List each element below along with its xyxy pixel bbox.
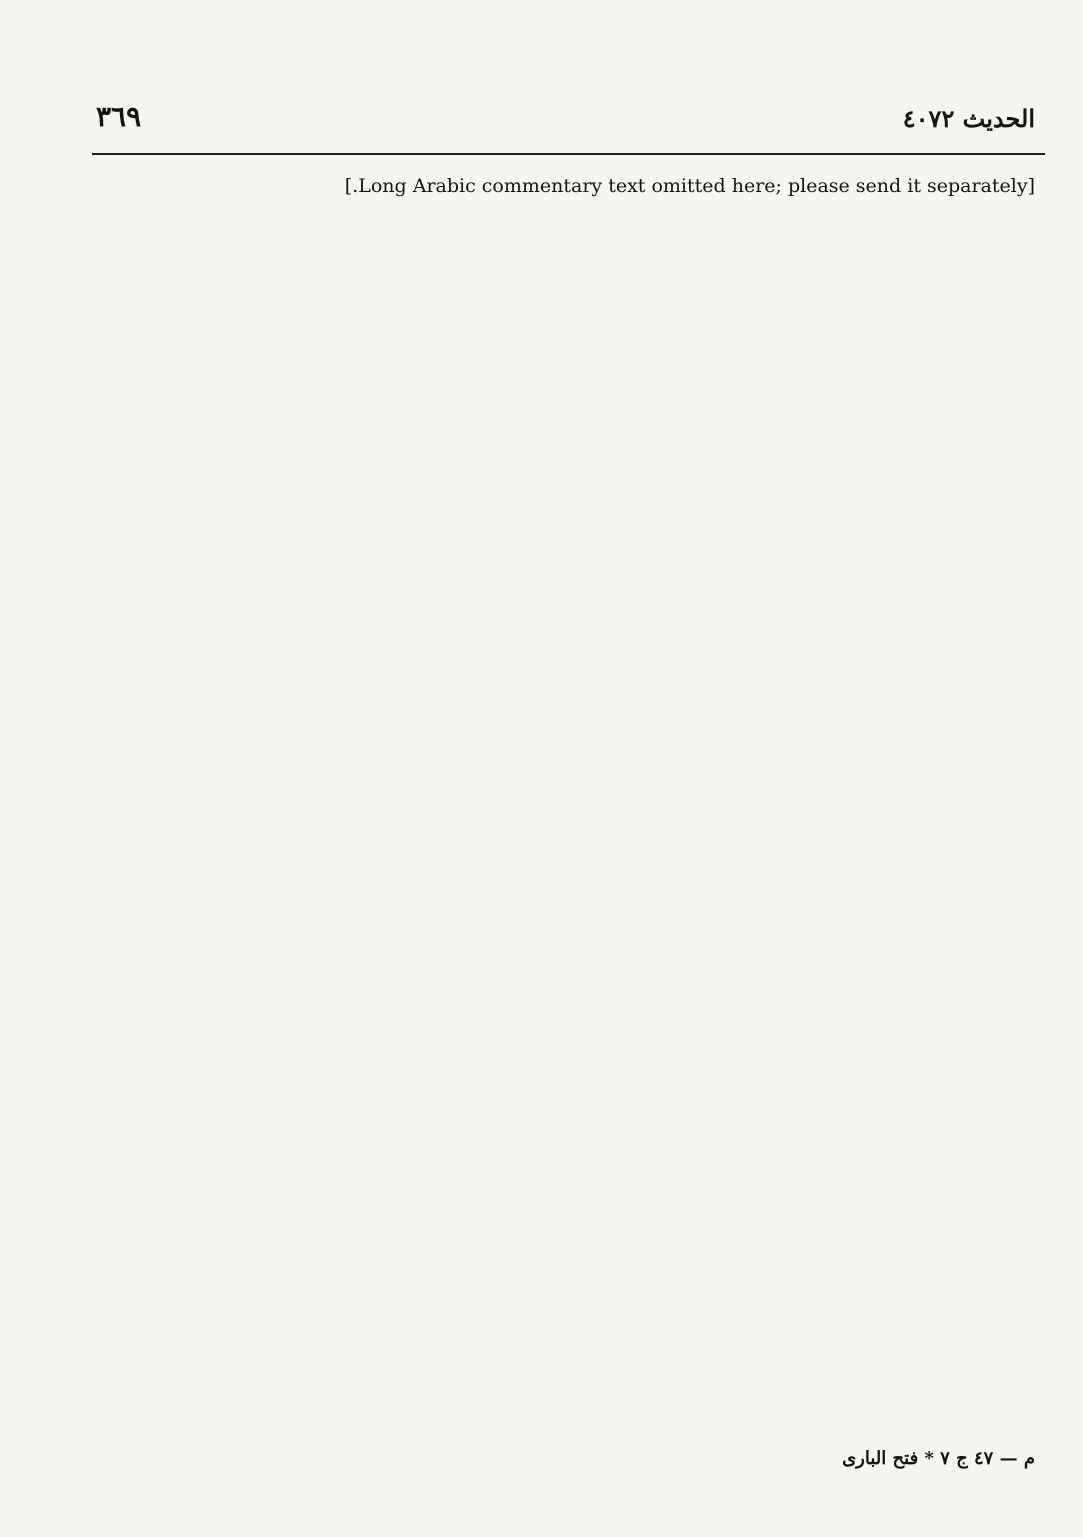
page-number: ٣٦٩ <box>96 100 142 133</box>
page-header <box>96 96 1035 144</box>
commentary-body <box>110 170 1035 1435</box>
header-rule <box>92 153 1045 155</box>
running-head: الحديث ٤٠٧٢ <box>902 104 1035 133</box>
printer-signature: م — ٤٧ ج ٧ * فتح البارى <box>842 1448 1035 1469</box>
commentary-paragraph: [Long Arabic commentary text omitted here; please send it separately.] <box>344 175 1035 197</box>
